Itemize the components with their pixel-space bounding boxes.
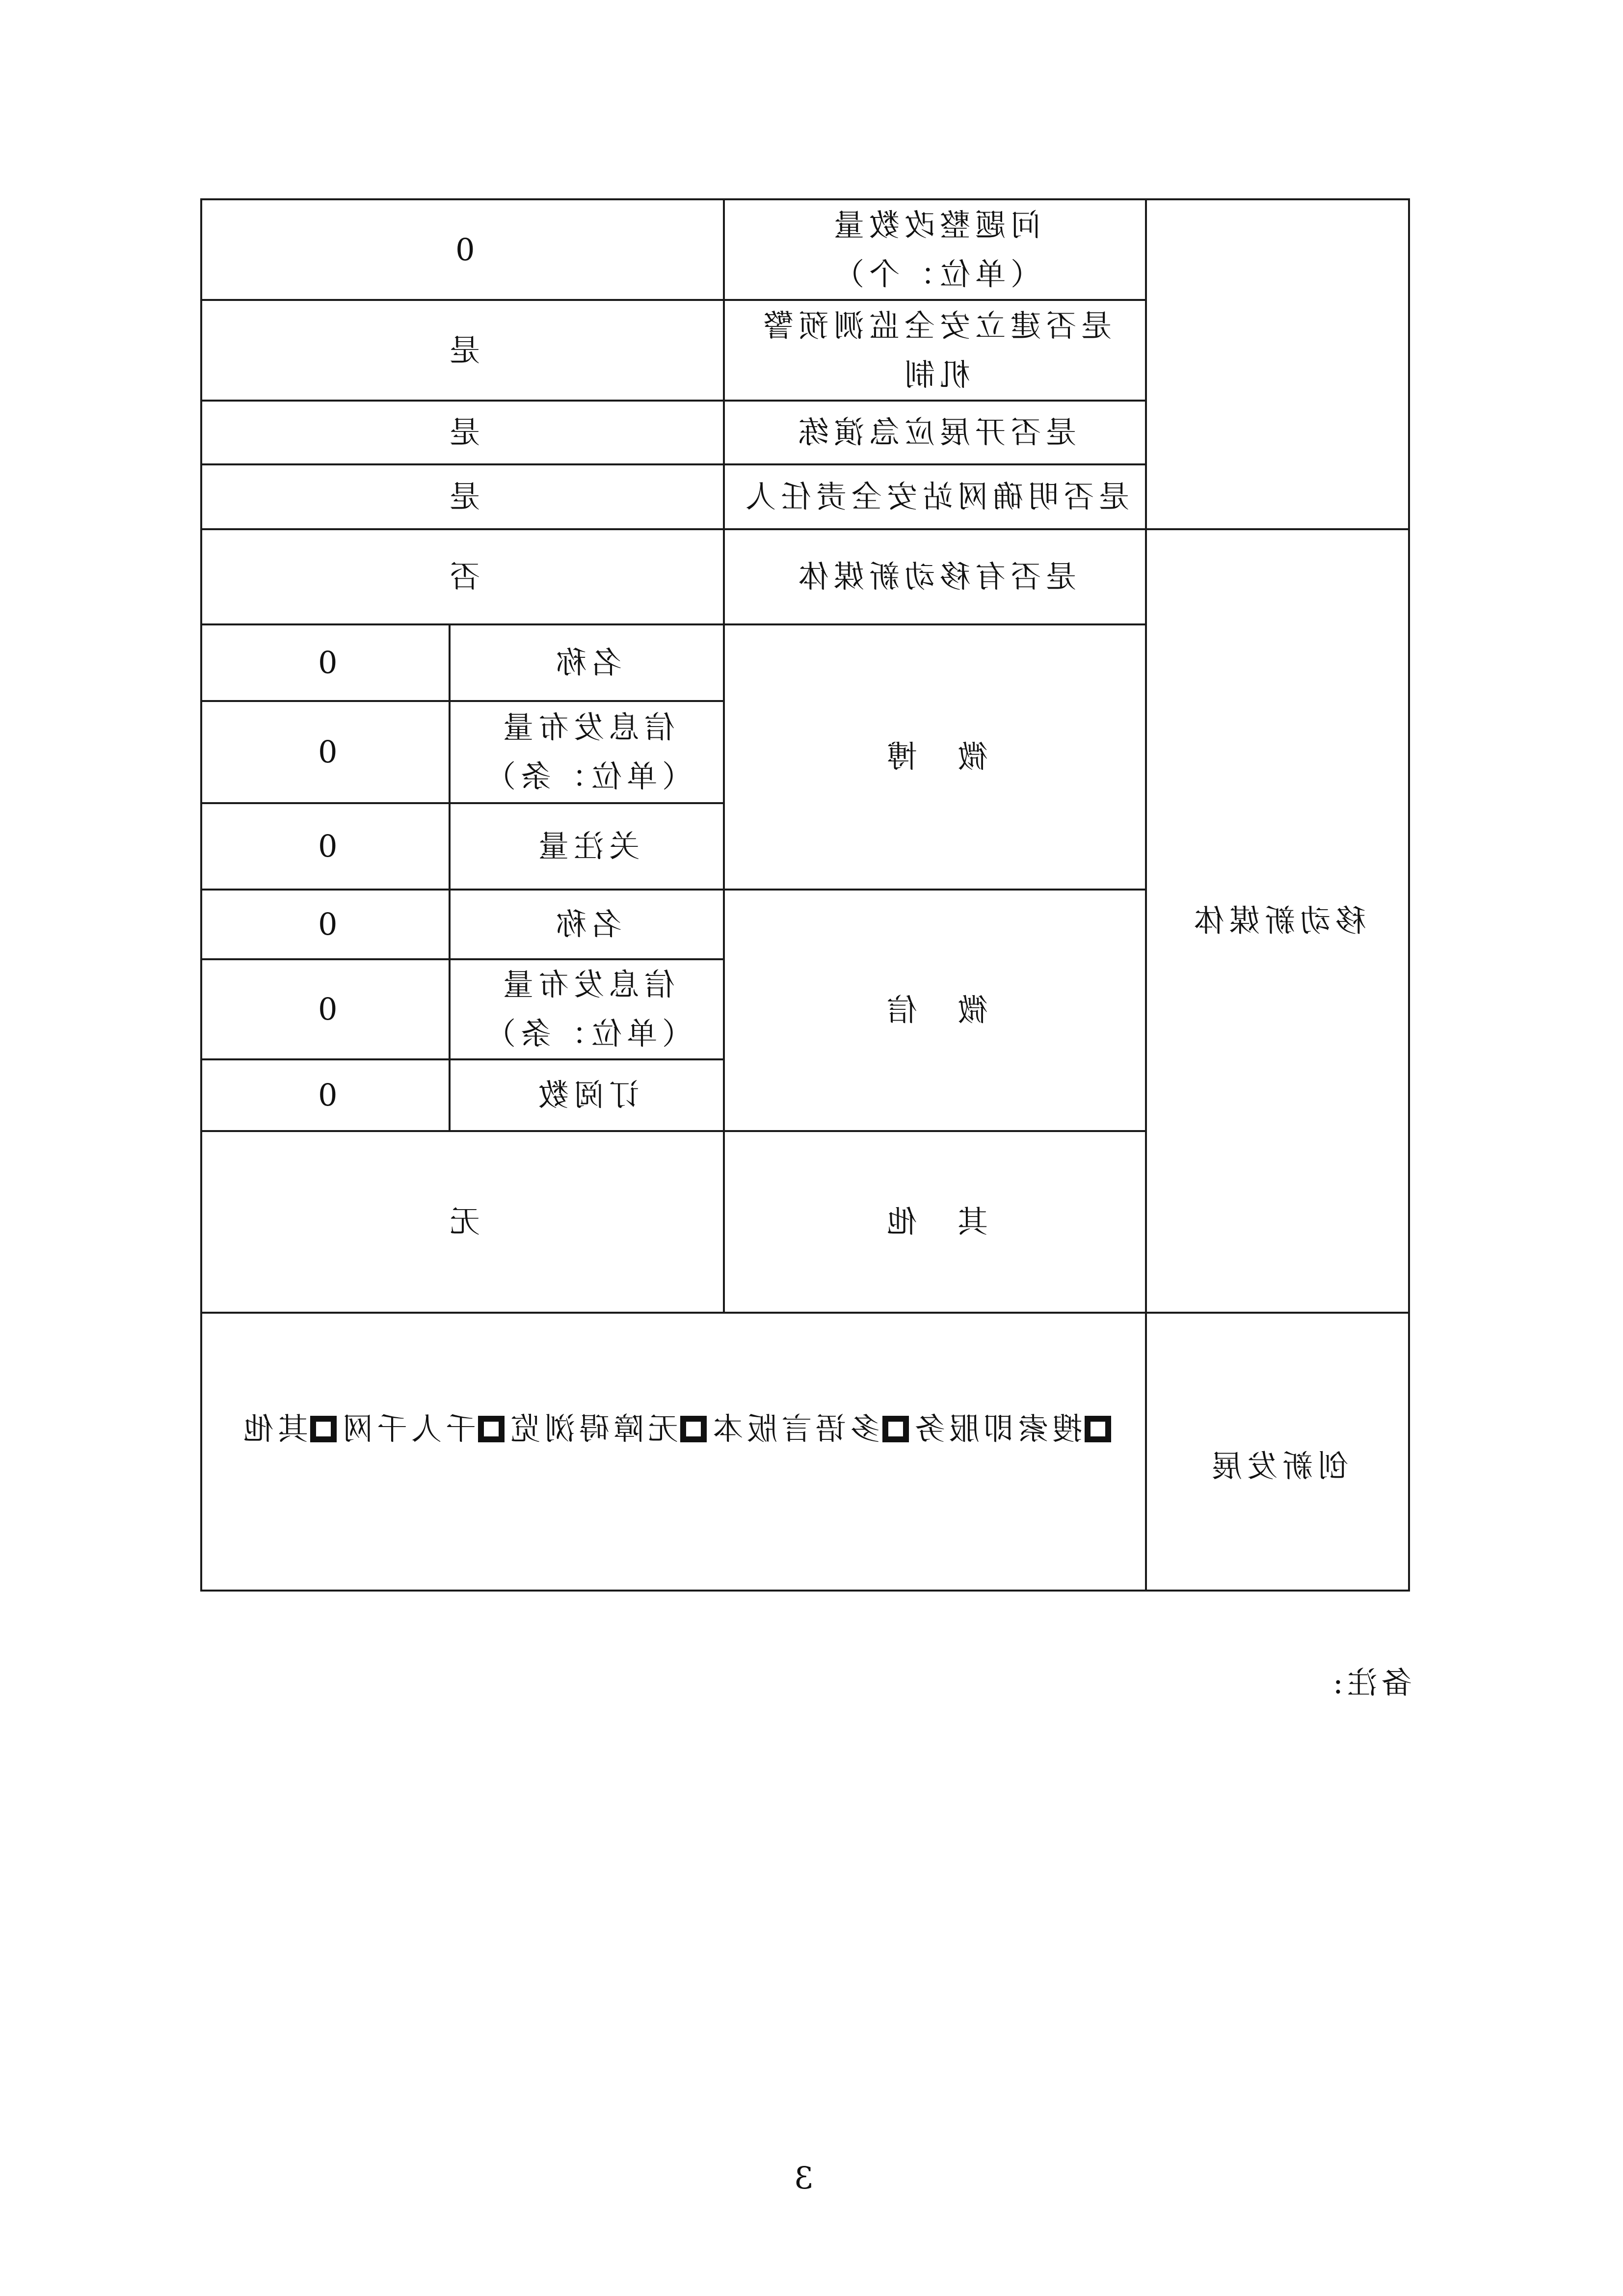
weibo-posts-value: 0 xyxy=(313,734,338,770)
has-mobile-media-value: 否 xyxy=(445,559,480,594)
innovation-option-label: 无障碍浏览 xyxy=(506,1411,678,1447)
emergency-drill-value: 是 xyxy=(445,414,480,450)
weixin-sub-label: 订阅数 xyxy=(533,1077,640,1113)
weixin-name-label: 名称 xyxy=(551,906,622,942)
weibo-name-label: 名称 xyxy=(551,645,622,680)
weixin-group-label: 微 信 xyxy=(881,992,988,1028)
innovation-option-label: 其他 xyxy=(239,1411,308,1447)
weixin-name-value: 0 xyxy=(313,906,338,942)
mobile-media-section-label: 移动新媒体 xyxy=(1189,903,1366,939)
security-officer-label: 是否明确网站安全责任人 xyxy=(740,479,1129,514)
innovation-option-checkbox[interactable] xyxy=(478,1416,505,1442)
weixin-posts-label: 信息发布量 （单位：条） xyxy=(480,967,693,1052)
innovation-option-checkbox[interactable] xyxy=(882,1416,909,1442)
innovation-option-label: 千人千网 xyxy=(338,1411,476,1447)
innovation-options-line xyxy=(220,1405,1113,1454)
innovation-option-checkbox[interactable] xyxy=(1085,1416,1111,1442)
issue-rectification-count-value: 0 xyxy=(450,231,475,268)
weibo-follow-label: 关注量 xyxy=(533,828,640,864)
weibo-name-value: 0 xyxy=(313,645,338,680)
innovation-section-label: 创新发展 xyxy=(1206,1448,1348,1484)
monitoring-mechanism-value: 是 xyxy=(445,332,480,368)
security-officer-value: 是 xyxy=(445,479,480,514)
innovation-option-label: 搜索即服务 xyxy=(910,1411,1083,1447)
other-label: 其 他 xyxy=(881,1204,988,1240)
weibo-follow-value: 0 xyxy=(313,828,338,864)
innovation-option-checkbox[interactable] xyxy=(680,1416,707,1442)
innovation-options xyxy=(202,1314,1145,1590)
has-mobile-media-label: 是否有移动新媒体 xyxy=(793,559,1076,594)
innovation-option-label: 多语言版本 xyxy=(708,1411,880,1447)
weibo-posts-label: 信息发布量 （单位：条） xyxy=(480,709,693,794)
issue-rectification-count-label: 问题整改数量 （单位：个） xyxy=(828,207,1041,292)
note-label: 备注: xyxy=(1329,1665,1412,1701)
page-number: 3 xyxy=(794,2160,814,2196)
weixin-posts-value: 0 xyxy=(313,991,338,1027)
innovation-option-checkbox[interactable] xyxy=(310,1416,337,1442)
other-value: 无 xyxy=(445,1204,480,1240)
monitoring-mechanism-label: 是否建立安全监测预警 机制 xyxy=(758,307,1112,393)
weibo-group-label: 微 博 xyxy=(881,739,988,775)
weixin-sub-value: 0 xyxy=(313,1077,338,1113)
emergency-drill-label: 是否开展应急演练 xyxy=(793,414,1076,450)
